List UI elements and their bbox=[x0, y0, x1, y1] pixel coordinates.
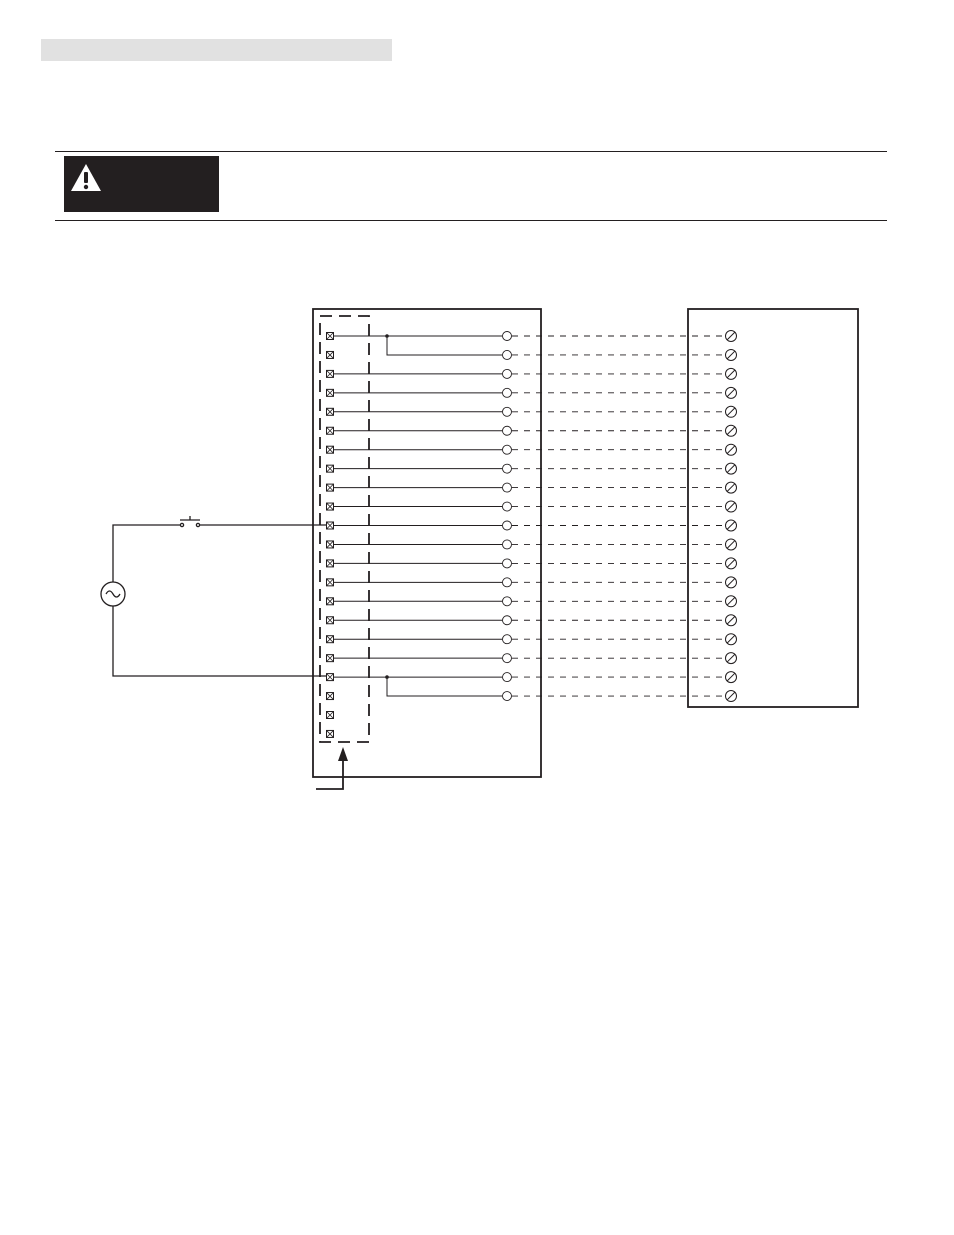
arrow-head bbox=[338, 747, 348, 761]
field-terminal bbox=[726, 331, 737, 342]
left-terminal bbox=[327, 446, 334, 453]
field-device-box bbox=[688, 309, 858, 707]
module-output-terminal bbox=[503, 692, 512, 701]
field-terminal bbox=[726, 520, 737, 531]
field-terminal bbox=[726, 539, 737, 550]
supply-wire-bottom bbox=[113, 606, 330, 676]
module-output-terminal bbox=[503, 483, 512, 492]
push-button-switch-icon bbox=[180, 516, 200, 527]
field-terminal bbox=[726, 691, 737, 702]
field-terminal bbox=[726, 596, 737, 607]
module-output-terminal bbox=[503, 597, 512, 606]
field-terminal bbox=[726, 406, 737, 417]
left-terminal bbox=[327, 351, 334, 358]
module-output-terminal bbox=[503, 540, 512, 549]
field-terminal bbox=[726, 387, 737, 398]
module-output-terminal bbox=[503, 521, 512, 530]
left-terminal bbox=[327, 408, 334, 415]
module-output-terminal bbox=[503, 673, 512, 682]
module-output-terminal bbox=[503, 350, 512, 359]
field-terminal bbox=[726, 615, 737, 626]
module-output-terminal bbox=[503, 578, 512, 587]
module-output-terminal bbox=[503, 445, 512, 454]
left-terminal bbox=[327, 541, 334, 548]
field-terminal bbox=[726, 425, 737, 436]
left-terminal bbox=[327, 522, 334, 529]
jumper-wire bbox=[387, 677, 502, 696]
left-terminal bbox=[327, 693, 334, 700]
left-terminal bbox=[327, 617, 334, 624]
left-terminal bbox=[327, 560, 334, 567]
module-output-terminal bbox=[503, 407, 512, 416]
module-output-terminal bbox=[503, 559, 512, 568]
field-terminal bbox=[726, 653, 737, 664]
arrow-leader bbox=[316, 760, 343, 789]
left-terminal bbox=[327, 503, 334, 510]
left-terminal bbox=[327, 712, 334, 719]
left-terminal bbox=[327, 636, 334, 643]
field-terminal bbox=[726, 634, 737, 645]
field-terminal bbox=[726, 558, 737, 569]
left-terminal bbox=[327, 484, 334, 491]
field-terminal bbox=[726, 368, 737, 379]
field-terminal bbox=[726, 577, 737, 588]
field-terminal bbox=[726, 349, 737, 360]
left-terminal bbox=[327, 655, 334, 662]
module-output-terminal bbox=[503, 635, 512, 644]
module-output-terminal bbox=[503, 332, 512, 341]
supply-wire-top bbox=[113, 525, 181, 582]
module-output-terminal bbox=[503, 388, 512, 397]
module-output-terminal bbox=[503, 426, 512, 435]
jumper-wire bbox=[387, 336, 502, 355]
left-terminal bbox=[327, 333, 334, 340]
left-terminal bbox=[327, 370, 334, 377]
field-terminal bbox=[726, 482, 737, 493]
module-output-terminal bbox=[503, 464, 512, 473]
left-terminal bbox=[327, 579, 334, 586]
module-output-terminal bbox=[503, 502, 512, 511]
left-terminal bbox=[327, 427, 334, 434]
left-terminal bbox=[327, 465, 334, 472]
ac-source-icon bbox=[101, 582, 125, 606]
module-output-terminal bbox=[503, 369, 512, 378]
module-output-terminal bbox=[503, 616, 512, 625]
left-terminal bbox=[327, 389, 334, 396]
field-terminal bbox=[726, 672, 737, 683]
left-terminal bbox=[327, 674, 334, 681]
left-terminal bbox=[327, 730, 334, 737]
module-output-terminal bbox=[503, 654, 512, 663]
field-terminal bbox=[726, 463, 737, 474]
field-terminal bbox=[726, 444, 737, 455]
left-terminal bbox=[327, 598, 334, 605]
field-terminal bbox=[726, 501, 737, 512]
